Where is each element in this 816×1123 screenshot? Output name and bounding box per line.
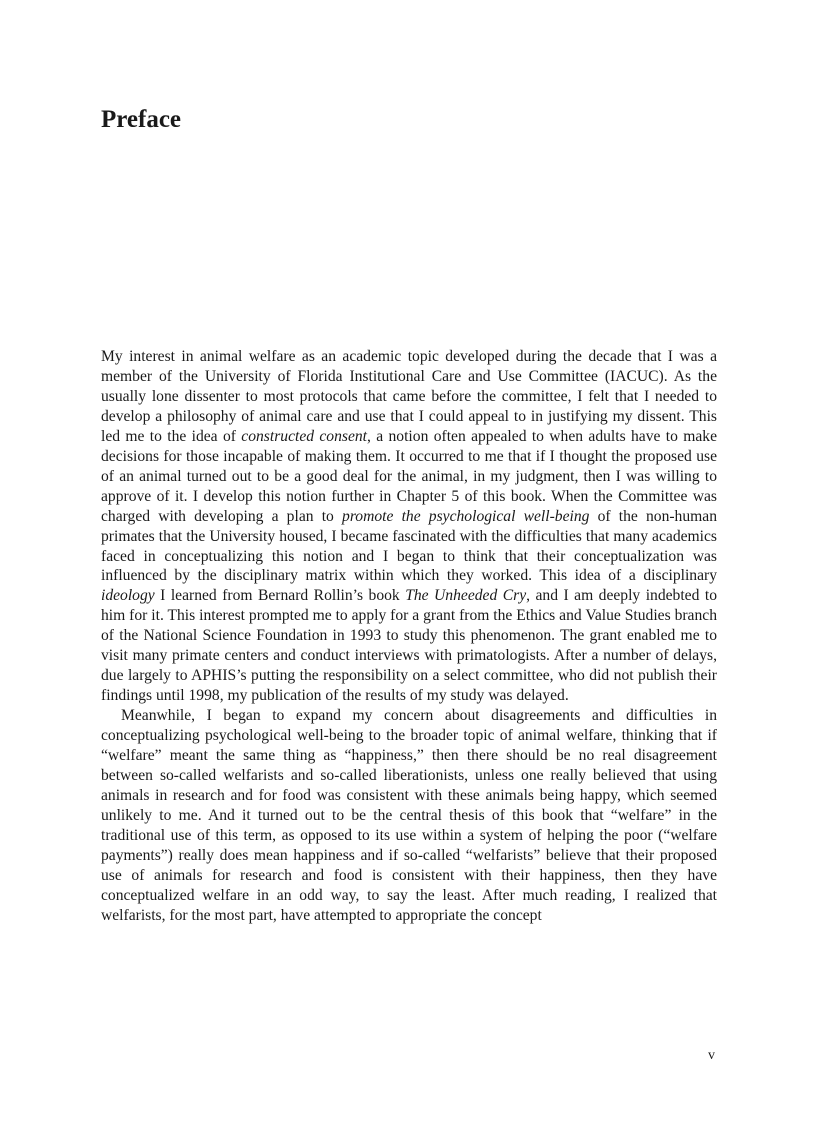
italic-text-run: constructed consent xyxy=(241,427,368,445)
page-number: v xyxy=(708,1048,715,1063)
text-run: I learned from Bernard Rollin’s book xyxy=(154,587,406,605)
text-run: Meanwhile, I began to expand my concern about disagreements and difficulties in conceptualizing psychological well-being to the broader topic of animal welfare, thinking that if “welfare” meant the same thing as “happiness,” then there should be no real disagreement between so-called welfarists and so-called liberationists, unless one really believed that using animals in research and for food was consistent with these animals being happy, which seemed unlikely to me. And it turned out to be the central thesis of this book that “welfare” in the traditional use of this term, as opposed to its use within a system of helping the poor (“welfare payments”) really does mean happiness and if so-called “welfarists” believe that their proposed use of animals for research and food is consistent with their happiness, then they have conceptualized welfare in an odd way, to say the least. After much reading, I realized that welfarists, for the most part, have attempted to appropriate the concept xyxy=(101,707,717,924)
text-run: , a notion often appealed to when adults have to make decisions for those incapable of making them. It occurred to me that if I thought the proposed use of an animal turned out to be a good deal for the animal, in my judgment, then I was willing to approve of it. I develop this notion further in Chapter 5 of this book. When the Committee was charged with developing a plan to xyxy=(101,427,718,525)
text-run: , and I am deeply indebted to him for it. This interest prompted me to apply for a grant from the Ethics and Value Studies branch of the National Science Foundation in 1993 to study this phenomenon. The grant enabled me to visit many primate centers and conduct interviews with primatologists. After a number of delays, due largely to APHIS’s putting the responsibility on a select committee, who did not publish their findings until 1998, my publication of the results of my study was delayed. xyxy=(101,587,717,705)
italic-text-run: ideology xyxy=(101,587,155,605)
preface-body xyxy=(101,347,717,926)
paragraph-2 xyxy=(101,706,717,925)
paragraph-1 xyxy=(101,347,717,706)
book-title: The Unheeded Cry xyxy=(405,587,527,605)
page-title: Preface xyxy=(101,106,182,133)
italic-text-run: promote the psychological well-being xyxy=(342,507,590,525)
text-run: My interest in animal welfare as an academic topic developed during the decade that I was a member of the University of Florida Institutional Care and Use Committee (IACUC). As the usually lone dissenter to most protocols that came before the committee, I felt that I needed to develop a philosophy of animal care and use that I could appeal to in justifying my dissent. This led me to the idea of xyxy=(101,348,717,445)
text-run: of the non-human primates that the University housed, I became fascinated with the difficulties that many academics faced in conceptualizing this notion and I began to think that their conceptualization was influenced by the disciplinary matrix within which they worked. This idea of a disciplinary xyxy=(101,507,718,585)
